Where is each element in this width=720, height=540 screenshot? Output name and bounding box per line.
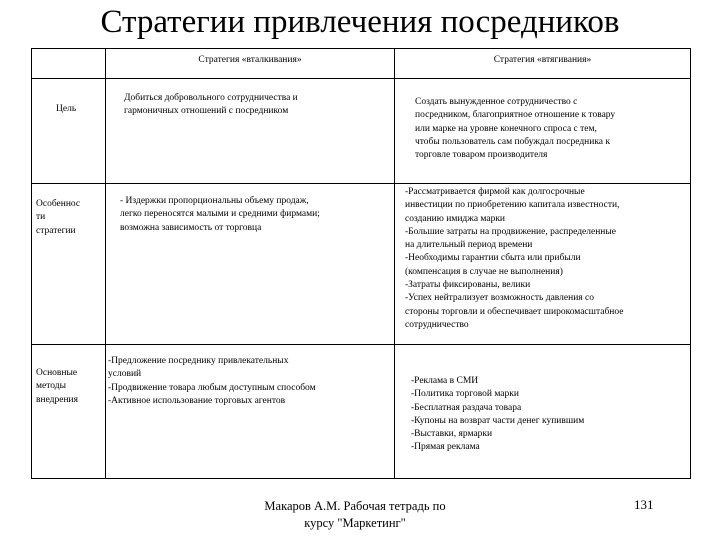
strategy-table [31,48,691,479]
cell-text: -Реклама в СМИ -Политика торговой марки -Бесплатная раздача товара -Купоны на возврат части денег купившим -Выставки, ярмарки -Прямая реклама [411,376,585,453]
table-header-row [32,49,691,79]
slide-title: Стратегии привлечения посредников [100,4,620,40]
row-label-methods [32,345,106,479]
header-pull-strategy: Стратегия «втягивания» [395,49,691,79]
footer-author: Макаров А.М. Рабочая тетрадь по курсу "Маркетинг" [264,499,446,530]
cell-text: -Рассматривается фирмой как долгосрочные инвестиции по приобретению капитала известности, созданию имиджа марки -Большие затраты на продвижение, распределенные на длительный период времени -Необходимы гарантии сбыта или прибыли (компенсация в случае не выполнения) -Затраты фиксированы, велики -Успех нейтрализует возможность давления со стороны торговли и обеспечивает широкомасштабное сотрудничество [405,187,624,330]
row-label-text: Цель [56,104,77,114]
cell-text: -Предложение посреднику привлекательных условий -Продвижение товара любым доступным способом -Активное использование торговых агентов [108,356,316,406]
cell-text: Добиться добровольного сотрудничества и гармоничных отношений с посредником [124,93,298,117]
row-label-goal [32,79,106,184]
row-label-features [32,184,106,345]
cell-features-pull [395,184,691,345]
cell-methods-pull [395,345,691,479]
cell-text: Создать вынужденное сотрудничество с посредником, благоприятное отношение к товару или марке на уровне конечного спроса с тем, чтобы пользователь сам побуждал посредника к торговле товаром производителя [415,97,616,161]
table-row-goal [32,79,691,184]
table-row-features [32,184,691,345]
row-label-text: Основные методы внедрения [36,368,78,405]
cell-methods-push [106,345,395,479]
cell-goal-pull [395,79,691,184]
cell-goal-push [106,79,395,184]
cell-text: - Издержки пропорциональны объему продаж, легко переносятся малыми и средними фирмами; возможна зависимость от торговца [120,196,320,233]
header-push-strategy: Стратегия «вталкивания» [106,49,395,79]
table-row-methods [32,345,691,479]
cell-features-push [106,184,395,345]
page-number: 131 [634,497,654,512]
row-label-text: Особеннос ти стратегии [36,199,81,236]
header-corner [32,49,106,79]
